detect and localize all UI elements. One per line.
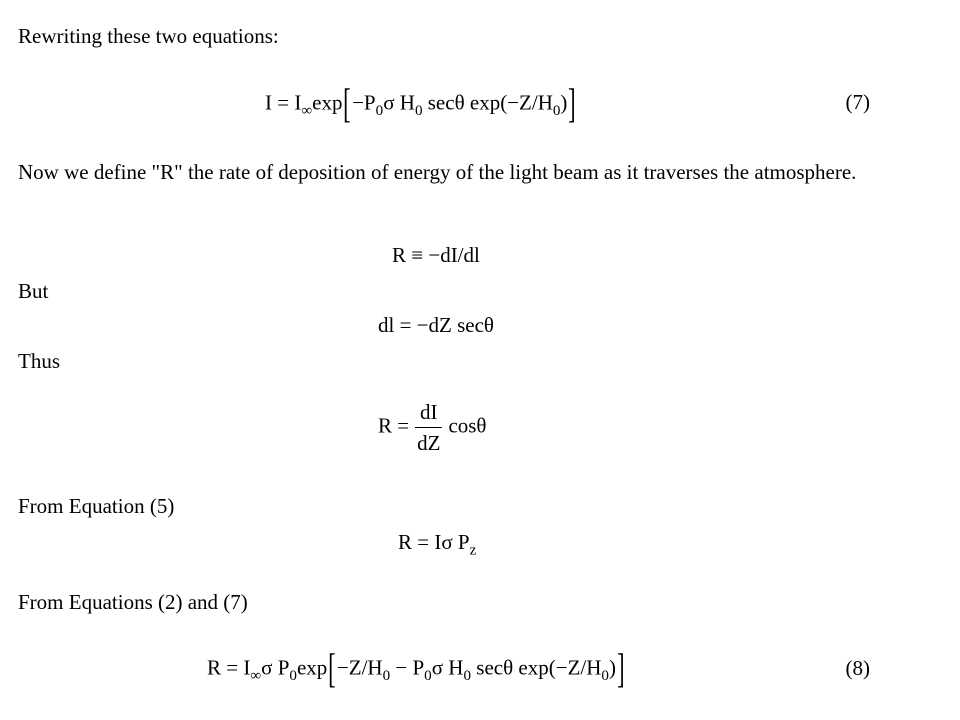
paragraph-from-eq5: From Equation (5) [18, 494, 175, 518]
eq8-inf-subscript: ∞ [250, 667, 262, 684]
equation-r-definition: R ≡ −dI/dl [392, 243, 480, 267]
equation-8-number: (8) [845, 656, 870, 680]
eq7-term-1: −P [352, 90, 376, 115]
eq8-right-bracket: ] [617, 646, 625, 691]
eq8-term-1: −Z/H [336, 655, 383, 680]
eq8-sub-a: 0 [289, 667, 297, 684]
paragraph-define-r: Now we define "R" the rate of deposition of energy of the light beam as it traverses the atmosphere. [18, 160, 857, 184]
fraction-bar [415, 427, 442, 428]
eq8-sub-c: 0 [424, 667, 432, 684]
eq7-right-bracket: ] [568, 81, 576, 126]
eq7-term-3: secθ exp(−Z/H [422, 90, 553, 115]
eq7-exp: exp [312, 90, 343, 115]
eq7-left-bracket: [ [343, 81, 352, 126]
eqfrac-rhs: cosθ [448, 413, 487, 438]
eqri-text: R = Iσ P [398, 530, 470, 554]
fraction-numerator: dI [420, 400, 438, 424]
eq8-left-bracket: [ [328, 646, 336, 691]
equation-fraction [378, 400, 487, 455]
eq7-lhs: I = I [265, 90, 302, 115]
eq7-sub-b: 0 [414, 102, 423, 119]
eq8-lhs: R = I [207, 655, 251, 680]
eq8-sub-d: 0 [463, 667, 472, 684]
equation-7 [265, 81, 577, 126]
eq7-term-2: σ H [383, 90, 415, 115]
paragraph-thus: Thus [18, 349, 60, 373]
eqri-sub: z [469, 542, 477, 559]
equation-8 [207, 646, 626, 691]
eq8-term-2: − P [390, 655, 425, 680]
eq8-term-0: σ P [261, 655, 290, 680]
eq7-sub-a: 0 [375, 102, 384, 119]
equation-7-number: (7) [845, 90, 870, 114]
equation-dl: dl = −dZ secθ [378, 313, 494, 337]
eq8-sub-e: 0 [601, 667, 609, 684]
eq8-term-5: ) [608, 655, 616, 680]
eq7-sub-c: 0 [552, 102, 561, 119]
equation-r-i [398, 530, 477, 559]
paragraph-but: But [18, 279, 49, 303]
eq8-term-4: secθ exp(−Z/H [471, 655, 602, 680]
paragraph-rewriting: Rewriting these two equations: [18, 24, 279, 48]
eq8-term-3: σ H [431, 655, 464, 680]
fraction-denominator: dZ [417, 431, 441, 456]
eqfrac-lhs: R = [378, 413, 410, 438]
eq8-sub-b: 0 [382, 667, 391, 684]
eq7-inf-subscript: ∞ [301, 102, 313, 119]
eq7-term-4: ) [560, 90, 568, 115]
eq8-exp: exp [296, 655, 328, 680]
fraction [415, 400, 442, 455]
paragraph-from-eq2-7: From Equations (2) and (7) [18, 590, 248, 614]
